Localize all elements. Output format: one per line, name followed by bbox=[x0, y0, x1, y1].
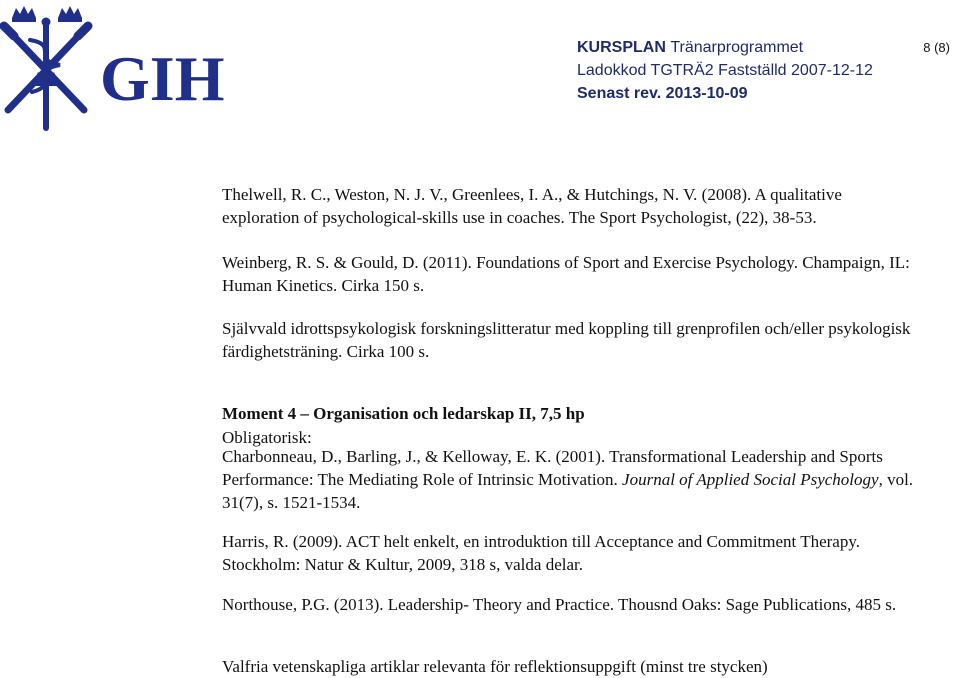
crown-icon bbox=[12, 6, 36, 22]
reference-charbonneau-journal: Journal of Applied Social Psychology bbox=[622, 470, 879, 489]
section-heading-moment-4: Moment 4 – Organisation och ledarskap II, 7,5 hp bbox=[222, 404, 585, 423]
reference-northouse: Northouse, P.G. (2013). Leadership- Theory and Practice. Thousnd Oaks: Sage Publications, 485 s. bbox=[222, 595, 897, 614]
label-obligatorisk: Obligatorisk: bbox=[222, 428, 312, 447]
logo-text: GIH bbox=[100, 43, 225, 114]
crown-icon bbox=[58, 6, 82, 22]
reference-thelwell: Thelwell, R. C., Weston, N. J. V., Greenlees, I. A., & Hutchings, N. V. (2008). A qualitative exploration of psychological-skills use in coaches. The Sport Psychologist, (22), 38-53. bbox=[222, 185, 842, 227]
reference-charbonneau-main: Charbonneau, D., Barling, J., & Kelloway, E. K. (2001). Transformational Leadership and Sports Performance: The Mediating Role of Intrinsic Motivation. bbox=[222, 447, 883, 489]
header-line-3: Senast rev. 2013-10-09 bbox=[577, 85, 748, 102]
header-line-2: Ladokkod TGTRÄ2 Fastställd 2007-12-12 bbox=[577, 62, 873, 79]
reference-charbonneau-tail: , vol. 31(7), s. 1521-1534. bbox=[222, 470, 914, 512]
header-kursplan: KURSPLAN bbox=[577, 39, 666, 56]
reference-valfria: Valfria vetenskapliga artiklar relevanta för reflektionsuppgift (minst tre stycken) bbox=[222, 657, 768, 676]
document-header bbox=[577, 36, 873, 105]
reference-sjalvvald: Självvald idrottspsykologisk forskningslitteratur med koppling till grenprofilen och/eller psykologisk färdighetsträning. Cirka 100 s. bbox=[222, 319, 911, 361]
reference-harris: Harris, R. (2009). ACT helt enkelt, en introduktion till Acceptance and Commitment Therapy. Stockholm: Natur & Kultur, 2009, 318 s, valda delar. bbox=[222, 532, 860, 574]
reference-weinberg: Weinberg, R. S. & Gould, D. (2011). Foundations of Sport and Exercise Psychology. Champaign, IL: Human Kinetics. Cirka 150 s. bbox=[222, 253, 910, 295]
reference-charbonneau bbox=[222, 445, 922, 514]
page-number: 8 (8) bbox=[923, 40, 950, 55]
gih-logo bbox=[0, 0, 260, 135]
header-line-1 bbox=[577, 36, 873, 59]
emblem-icon bbox=[4, 18, 88, 128]
header-course: Tränarprogrammet bbox=[670, 39, 804, 56]
